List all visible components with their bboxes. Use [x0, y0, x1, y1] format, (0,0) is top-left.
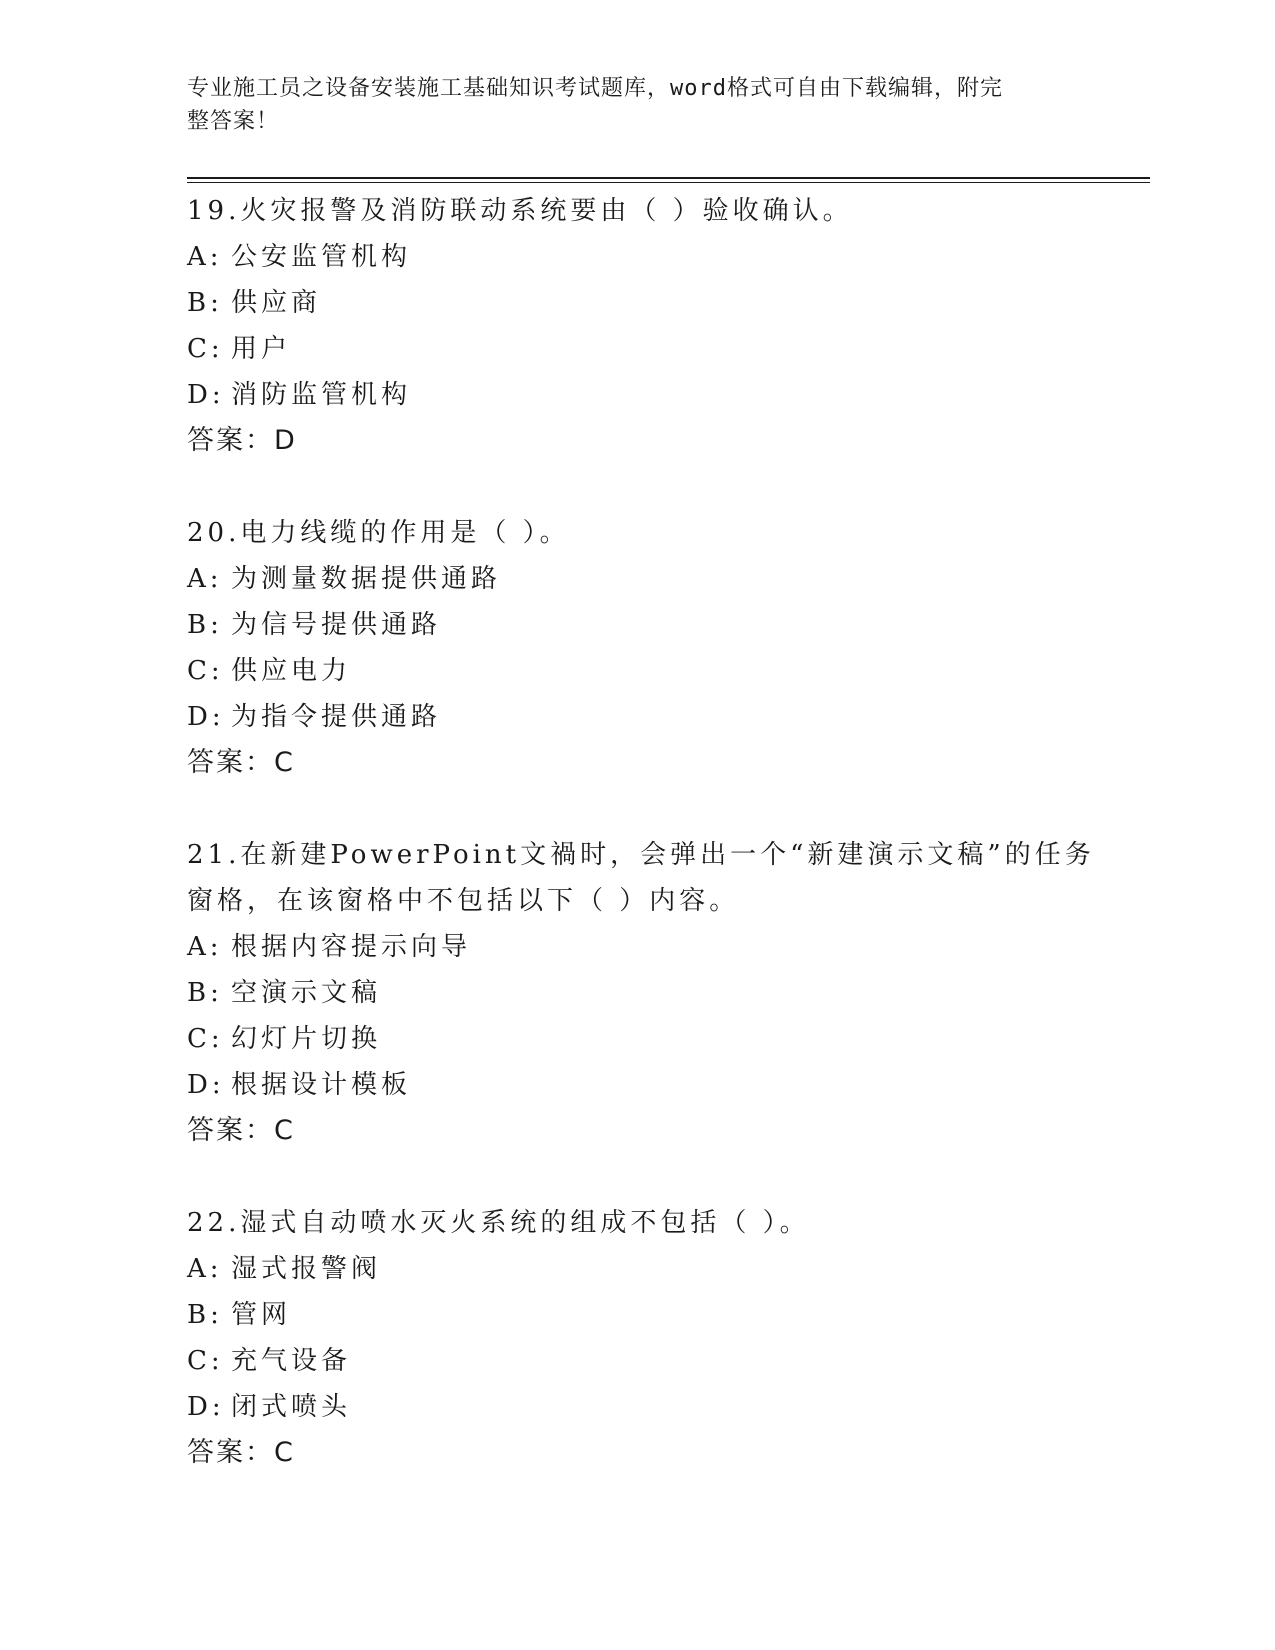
option-text: 幻灯片切换: [231, 1024, 382, 1054]
option-key: B:: [187, 978, 223, 1008]
option-text: 用户: [231, 334, 292, 364]
option-text: 湿式报警阀: [231, 1254, 382, 1284]
header-line-1: 专业施工员之设备安装施工基础知识考试题库，word格式可自由下载编辑，附完: [187, 76, 1003, 101]
question-20: [187, 510, 1087, 786]
option-text: 充气设备: [231, 1346, 352, 1376]
option-key: D:: [187, 1070, 225, 1100]
option-key: C:: [187, 334, 224, 364]
option-c: [187, 326, 1087, 372]
question-21: [187, 832, 1095, 1154]
option-text: 管网: [231, 1300, 292, 1330]
option-a: [187, 234, 1087, 280]
option-key: C:: [187, 656, 224, 686]
header-divider-thick: [187, 177, 1150, 179]
option-text: 为指令提供通路: [231, 702, 442, 732]
option-a: [187, 924, 1087, 970]
option-b: [187, 280, 1087, 326]
option-text: 供应电力: [231, 656, 352, 686]
option-key: B:: [187, 288, 223, 318]
option-text: 消防监管机构: [231, 380, 412, 410]
option-c: [187, 1016, 1087, 1062]
question-stem: 21.在新建PowerPoint文禍时，会弹出一个“新建演示文稿”的任务: [187, 840, 1095, 870]
option-c: [187, 648, 1087, 694]
question-22: [187, 1200, 1087, 1476]
option-c: [187, 1338, 1087, 1384]
answer: 答案：C: [187, 1437, 295, 1468]
option-text: 根据内容提示向导: [231, 932, 472, 962]
option-key: D:: [187, 380, 225, 410]
option-a: [187, 556, 1087, 602]
option-text: 公安监管机构: [231, 242, 412, 272]
option-text: 根据设计模板: [231, 1070, 412, 1100]
option-text: 空演示文稿: [231, 978, 382, 1008]
option-d: [187, 1384, 1087, 1430]
question-stem: 22.湿式自动喷水灭火系统的组成不包括（ ）。: [187, 1208, 810, 1238]
option-text: 为信号提供通路: [231, 610, 442, 640]
option-key: C:: [187, 1024, 224, 1054]
option-key: D:: [187, 1392, 225, 1422]
header-divider-thin: [187, 182, 1150, 183]
option-b: [187, 1292, 1087, 1338]
option-text: 为测量数据提供通路: [231, 564, 502, 594]
option-key: D:: [187, 702, 225, 732]
answer: 答案：D: [187, 425, 297, 456]
option-key: A:: [187, 1254, 223, 1284]
option-text: 闭式喷头: [231, 1392, 352, 1422]
option-a: [187, 1246, 1087, 1292]
option-b: [187, 970, 1087, 1016]
option-d: [187, 1062, 1087, 1108]
option-key: C:: [187, 1346, 224, 1376]
option-text: 供应商: [231, 288, 322, 318]
header-line-2: 整答案！: [187, 109, 280, 134]
question-stem: 19.火灾报警及消防联动系统要由（ ）验收确认。: [187, 196, 853, 226]
question-stem: 20.电力线缆的作用是（ ）。: [187, 518, 570, 548]
option-b: [187, 602, 1087, 648]
option-d: [187, 694, 1087, 740]
question-list: [187, 188, 1095, 1522]
option-key: A:: [187, 564, 223, 594]
option-key: A:: [187, 932, 223, 962]
question-19: [187, 188, 1087, 464]
answer: 答案：C: [187, 1115, 295, 1146]
option-key: B:: [187, 610, 223, 640]
option-key: A:: [187, 242, 223, 272]
question-stem-continued: 窗格，在该窗格中不包括以下（ ）内容。: [187, 886, 740, 916]
page-header: [187, 72, 1087, 138]
answer: 答案：C: [187, 747, 295, 778]
option-d: [187, 372, 1087, 418]
option-key: B:: [187, 1300, 223, 1330]
